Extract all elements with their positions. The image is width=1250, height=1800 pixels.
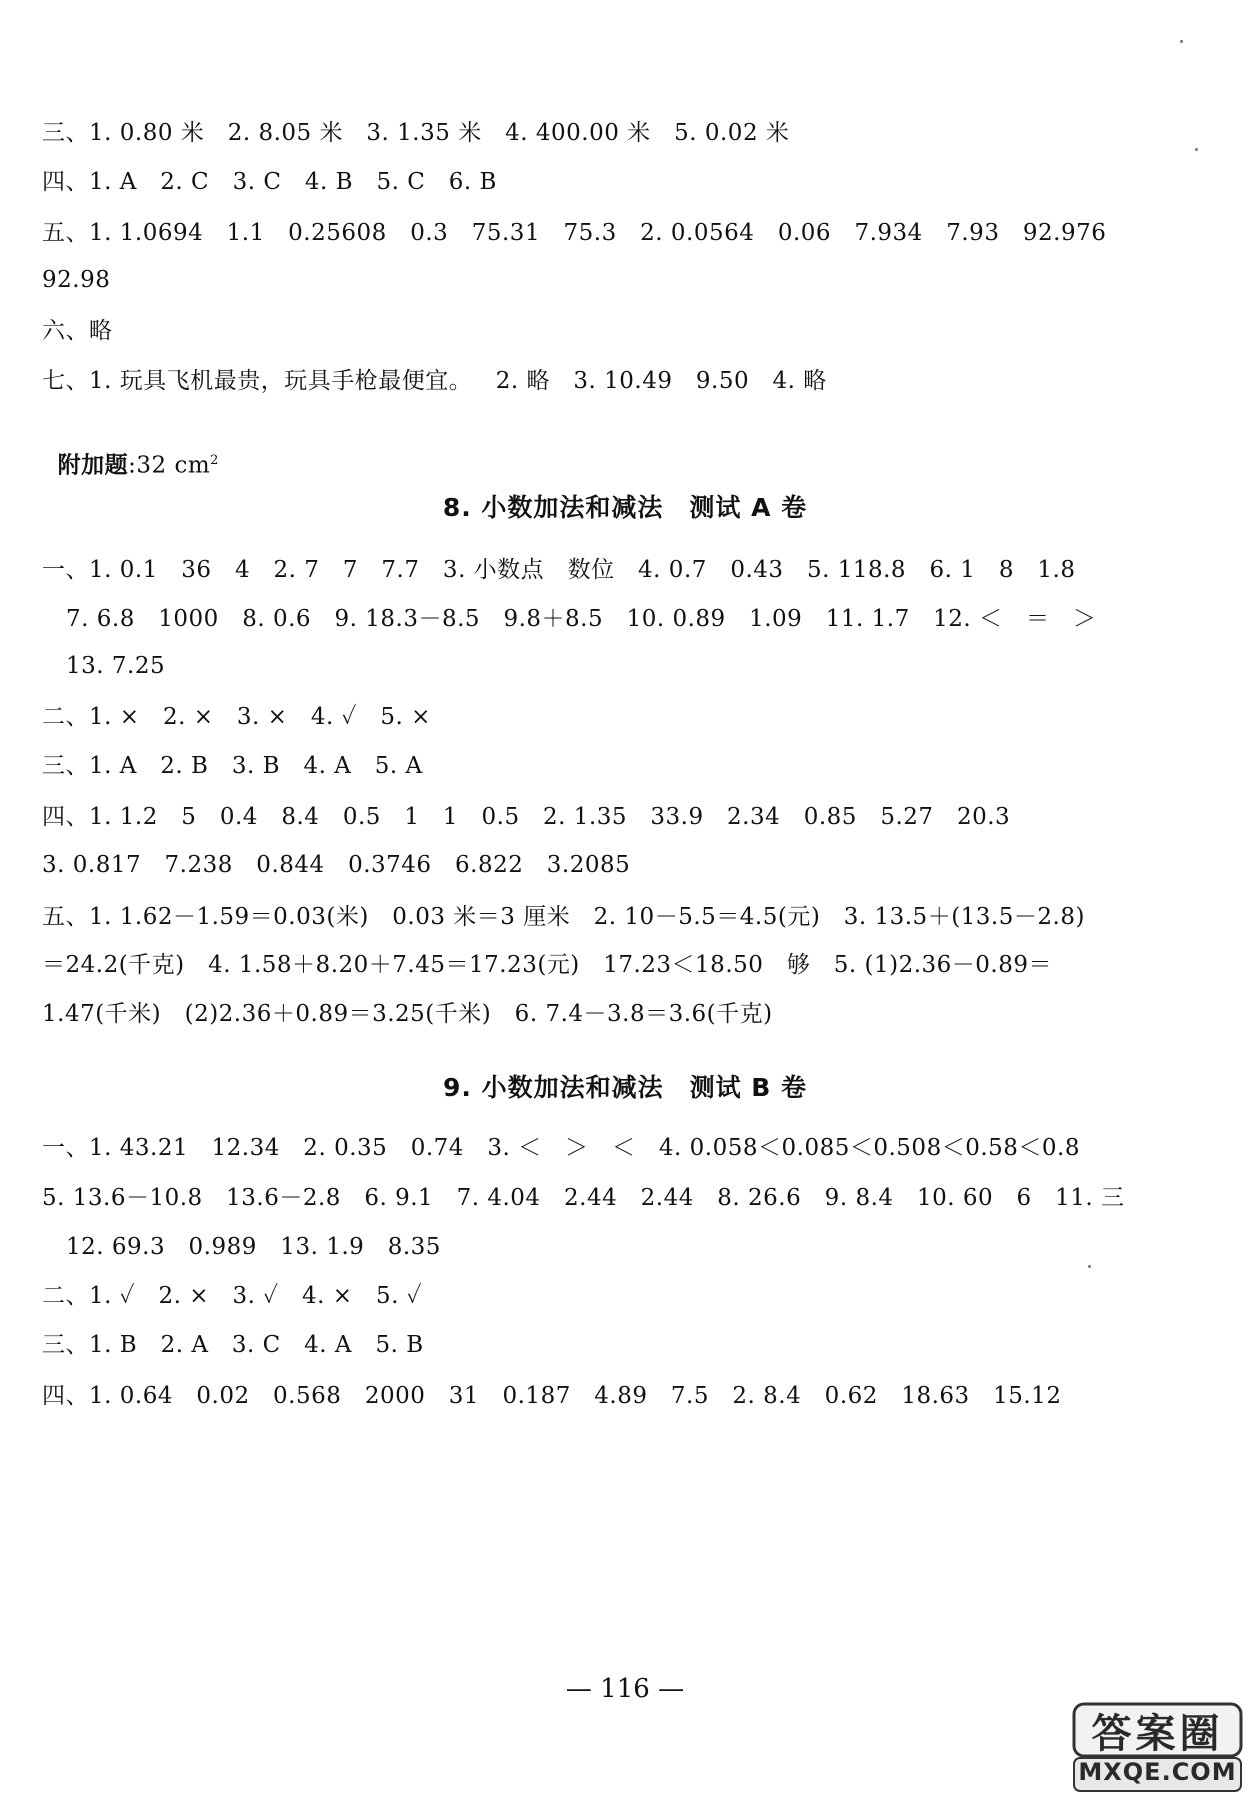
section-a-line: 一、1. 0.1 36 4 2. 7 7 7.7 3. 小数点 数位 4. 0.7 0.43 5. 118.8 6. 1 8 1.8 — [42, 557, 1076, 583]
section-b-line: 12. 69.3 0.989 13. 1.9 8.35 — [66, 1234, 441, 1260]
extra-question-answer: :32 cm — [128, 452, 211, 479]
scan-speck — [1180, 40, 1183, 43]
answer-line-si: 四、1. A 2. C 3. C 4. B 5. C 6. B — [42, 169, 497, 195]
section-a-line: 二、1. × 2. × 3. × 4. ✓ 5. × — [42, 704, 431, 730]
section-b-heading: 9. 小数加法和减法 测试 B 卷 — [442, 1073, 808, 1102]
section-a-line: ＝24.2(千克) 4. 1.58＋8.20＋7.45＝17.23(元) 17.23＜18.50 够 5. (1)2.36－0.89＝ — [42, 952, 1053, 978]
watermark-top-text: 答案圈 — [1091, 1711, 1224, 1757]
answer-line-liu: 六、略 — [42, 318, 113, 344]
scan-speck — [1195, 148, 1198, 151]
extra-question-line — [42, 416, 219, 481]
section-a-line: 四、1. 1.2 5 0.4 8.4 0.5 1 1 0.5 2. 1.35 33.9 2.34 0.85 5.27 20.3 — [42, 804, 1011, 830]
section-a-line: 三、1. A 2. B 3. B 4. A 5. A — [42, 753, 423, 779]
scan-speck — [1088, 1265, 1091, 1268]
section-a-heading: 8. 小数加法和减法 测试 A 卷 — [442, 493, 808, 522]
answer-line-wu-cont: 92.98 — [42, 267, 111, 293]
section-b-line: 四、1. 0.64 0.02 0.568 2000 31 0.187 4.89 7.5 2. 8.4 0.62 18.63 15.12 — [42, 1383, 1062, 1409]
page-number: — 116 — — [565, 1674, 685, 1704]
section-a-line: 7. 6.8 1000 8. 0.6 9. 18.3－8.5 9.8＋8.5 10. 0.89 1.09 11. 1.7 12. ＜ ＝ ＞ — [66, 606, 1097, 632]
section-a-line: 3. 0.817 7.238 0.844 0.3746 6.822 3.2085 — [42, 852, 631, 878]
answer-line-san: 三、1. 0.80 米 2. 8.05 米 3. 1.35 米 4. 400.00 米 5. 0.02 米 — [42, 120, 790, 146]
section-b-line: 5. 13.6－10.8 13.6－2.8 6. 9.1 7. 4.04 2.44 2.44 8. 26.6 9. 8.4 10. 60 6 11. 三 — [42, 1185, 1125, 1211]
extra-question-label: 附加题 — [57, 452, 129, 479]
watermark-logo — [1070, 1700, 1245, 1795]
answer-line-wu: 五、1. 1.0694 1.1 0.25608 0.3 75.31 75.3 2. 0.0564 0.06 7.934 7.93 92.976 — [42, 220, 1107, 246]
section-a-line: 1.47(千米) (2)2.36＋0.89＝3.25(千米) 6. 7.4－3.8＝3.6(千克) — [42, 1001, 773, 1027]
section-b-line: 一、1. 43.21 12.34 2. 0.35 0.74 3. ＜ ＞ ＜ 4. 0.058＜0.085＜0.508＜0.58＜0.8 — [42, 1135, 1080, 1161]
answer-line-qi: 七、1. 玩具飞机最贵，玩具手枪最便宜。 2. 略 3. 10.49 9.50 4. 略 — [42, 368, 827, 394]
section-b-line: 二、1. ✓ 2. × 3. ✓ 4. × 5. ✓ — [42, 1283, 423, 1309]
section-a-line: 五、1. 1.62－1.59＝0.03(米) 0.03 米＝3 厘米 2. 10－5.5＝4.5(元) 3. 13.5＋(13.5－2.8) — [42, 904, 1085, 930]
section-b-line: 三、1. B 2. A 3. C 4. A 5. B — [42, 1332, 424, 1358]
watermark-bottom-text: MXQE.COM — [1078, 1758, 1237, 1786]
section-a-line: 13. 7.25 — [66, 653, 166, 679]
extra-question-superscript: 2 — [210, 453, 219, 468]
